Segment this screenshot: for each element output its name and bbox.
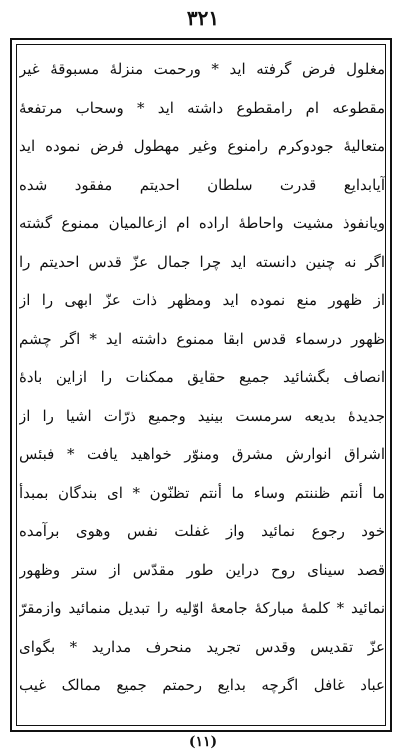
text-line: ما أنتم ظننتم وساء ما أنتم تظنّون * ای بندگان بمبدأ (19, 483, 385, 502)
text-line: آیابدایع قدرت سلطان احدیتم مفقود شده (19, 175, 385, 194)
text-line: قصد سینای روح دراین طور مقدّس از ستر وظهور (19, 560, 385, 579)
page-number: ۳۲۱ (186, 6, 220, 30)
text-line: عباد غافل اگرچه بدایع رحمتم جمیع ممالک غیب (19, 676, 385, 694)
text-line: عزّ تقدیس وقدس تجرید منحرف مدارید * بگوای (19, 637, 385, 656)
text-line: ظهور درسماء قدس ابقا ممنوع داشته اید * اگر چشم (19, 329, 385, 348)
text-body (19, 50, 385, 705)
text-line: نمائید * کلمهٔ مبارکهٔ جامعهٔ اوّلیه را تبدیل منمائید وازمقرّ (19, 599, 385, 617)
text-line: مغلول فرض گرفته اید * ورحمت منزلهٔ مسبوقهٔ غیر (19, 60, 385, 78)
text-line: از ظهور منع نموده اید ومظهر ذات عزّ ابهی را از (19, 291, 385, 309)
footer-page-number: (۱۱) (188, 734, 218, 750)
text-line: متعالیهٔ جودوکرم رامنوع وغیر مهطول فرض نموده اید (19, 137, 385, 155)
text-line: جدیدهٔ بدیعه سرمست بینید وجمیع ذرّات اشیا را از (19, 406, 385, 425)
text-line: انصاف بگشائید جمیع حقایق ممکنات را ازاین بادهٔ (19, 368, 385, 386)
text-line: اگر نه چنین دانسته اید چرا جمال عزّ قدس احدیتم را (19, 252, 385, 271)
text-line: اشراق انوارش مشرق ومنوّر خواهید یافت * فبئس (19, 445, 385, 463)
text-line: مقطوعه ام رامقطوع داشته اید * وسحاب مرتفعهٔ (19, 98, 385, 117)
text-line: خود رجوع نمائید واز غفلت نفس وهوی برآمده (19, 522, 385, 540)
text-line: ویانفوذ مشیت واحاطهٔ اراده ام ازعالمیان ممنوع گشته (19, 214, 385, 232)
